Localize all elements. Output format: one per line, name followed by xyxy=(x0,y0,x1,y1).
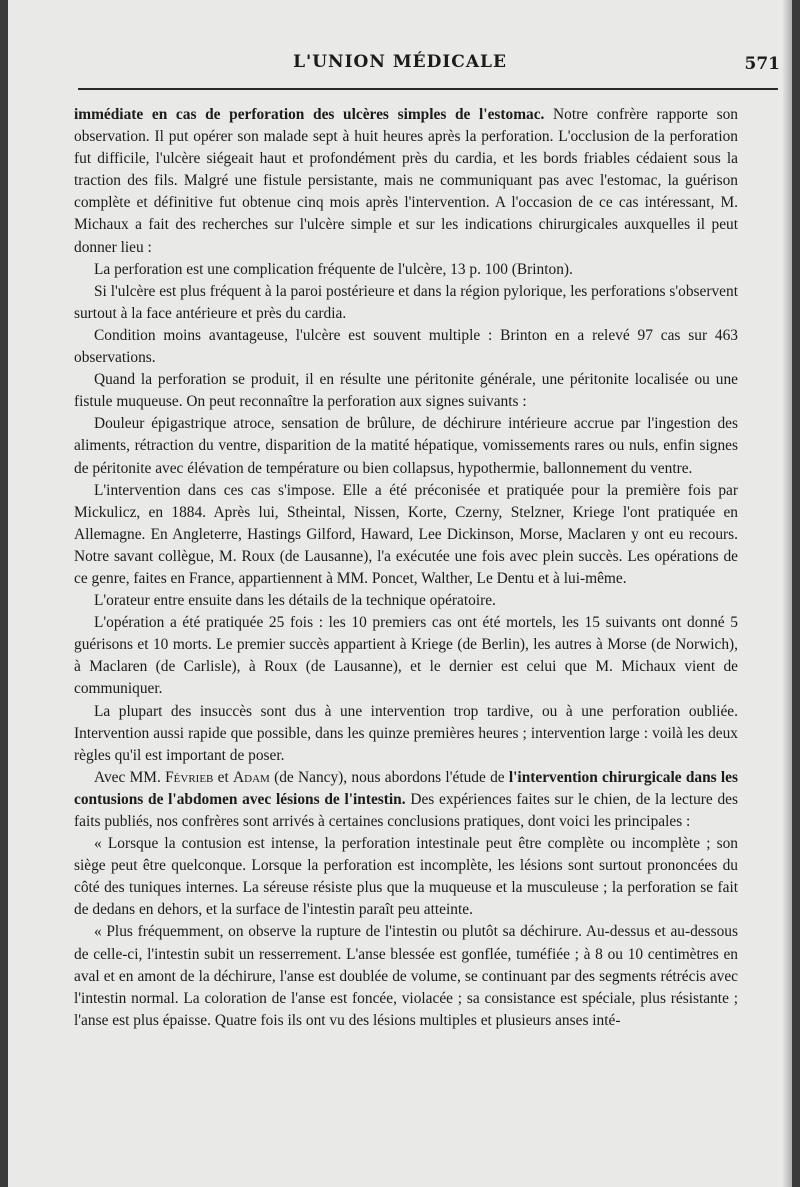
emphasis-text: immédiate en cas de perforation des ulcères simples de l'estomac. xyxy=(74,106,545,123)
paragraph-text: Quand la perforation se produit, il en résulte une péritonite générale, une péritonite localisée ou une fistule muqueuse. On peut reconnaître la perforation aux signes suivants : xyxy=(74,371,738,411)
article-body xyxy=(74,104,738,1032)
author-name: Févrieb xyxy=(165,768,214,786)
journal-title: L'UNION MÉDICALE xyxy=(293,52,507,72)
paragraph-text: La plupart des insuccès sont dus à une intervention trop tardive, ou à une perforation oubliée. Intervention aussi rapide que possible, dans les quinze premières heures ; intervention large : voilà les deux règles qu'il est important de poser. xyxy=(74,702,738,764)
paragraph xyxy=(74,104,738,259)
paragraph xyxy=(74,413,738,479)
paragraph xyxy=(74,369,738,413)
page-number: 571 xyxy=(744,54,780,74)
paragraph xyxy=(74,259,738,281)
running-header xyxy=(8,52,792,82)
paragraph-text: Avec MM. xyxy=(94,768,166,786)
paragraph xyxy=(74,325,738,369)
paragraph-text: « Lorsque la contusion est intense, la perforation intestinale peut être complète ou incomplète ; son siège peut être quelconque. Lorsque la perforation est incomplète, les lésions sont surtout prononcées du côté des tuniques internes. La séreuse résiste plus que la muqueuse et la musculeuse ; la perforation se fait de dedans en dehors, et la surface de l'intestin paraît peu atteinte. xyxy=(74,835,738,919)
document-page xyxy=(8,0,792,1187)
author-name: Adam xyxy=(233,768,270,786)
paragraph-text: L'intervention dans ces cas s'impose. Elle a été préconisée et pratiquée pour la première fois par Mickulicz, en 1884. Après lui, Stheintal, Nissen, Korte, Czerny, Stelzner, Kriege l'ont pratiquée en Allemagne. En Angleterre, Hastings Gilford, Haward, Lee Dickinson, Morse, Maclaren y ont eu recours. Notre savant collègue, M. Roux (de Lausanne), l'a exécutée une fois avec plein succès. Les opérations de ce genre, faites en France, appartiennent à MM. Poncet, Walther, Le Dentu et à lui-même. xyxy=(74,481,738,587)
paragraph-text: Condition moins avantageuse, l'ulcère est souvent multiple : Brinton en a relevé 97 cas sur 463 observations. xyxy=(74,326,738,367)
emphasis-text: l'intervention chirurgicale dans les contusions de l'abdomen avec lésions de l'intestin. xyxy=(74,768,738,808)
paragraph-text: Douleur épigastrique atroce, sensation de brûlure, de déchirure intérieure accrue par l'ingestion des aliments, rétraction du ventre, disparition de la matité hépatique, vomissements rares ou nuls, enfin signes de péritonite avec élévation de température ou bien collapsus, hypothermie, ballonnement du ventre. xyxy=(74,415,738,477)
paragraph-text: L'orateur entre ensuite dans les détails de la technique opératoire. xyxy=(94,592,496,610)
paragraph-text: et xyxy=(213,768,234,786)
paragraph-text: Si l'ulcère est plus fréquent à la paroi postérieure et dans la région pylorique, les perforations s'observent surtout à la face antérieure et près du cardia. xyxy=(74,282,738,322)
paragraph-text: (de Nancy), nous abordons l'étude de xyxy=(269,768,509,786)
paragraph xyxy=(74,767,738,833)
paragraph-text: L'opération a été pratiquée 25 fois : les 10 premiers cas ont été mortels, les 15 suivants ont donné 5 guérisons et 10 morts. Le premier succès appartient à Kriege (de Berlin), les autres à Morse (de Norwich), à Maclaren (de Carlisle), à Roux (de Lausanne), et le dernier est celui que M. Michaux vient de communiquer. xyxy=(74,614,738,698)
paragraph xyxy=(74,480,738,590)
paragraph xyxy=(74,921,738,1031)
paragraph xyxy=(74,590,738,612)
header-rule xyxy=(78,88,778,90)
paragraph-text: Des expériences faites sur le chien, de la lecture des faits publiés, nos confrères sont arrivés à certaines conclusions pratiques, dont voici les principales : xyxy=(74,790,739,830)
paragraph-text: « Plus fréquemment, on observe la rupture de l'intestin ou plutôt sa déchirure. Au-dessus et au-dessous de celle-ci, l'intestin subit un resserrement. L'anse blessée est gonflée, tuméfiée ; à 8 ou 10 centimètres en aval et en amont de la déchirure, l'anse est doublée de volume, se continuant par des segments rétrécis avec l'intestin normal. La coloration de l'anse est foncée, violacée ; sa consistance est spéciale, plus résistante ; l'anse est plus épaisse. Quatre fois ils ont vu des lésions multiples et plusieurs anses inté- xyxy=(74,923,738,1029)
paragraph xyxy=(74,281,738,325)
page-edge-shadow xyxy=(782,0,792,1187)
paragraph xyxy=(74,612,738,700)
paragraph xyxy=(74,701,738,767)
paragraph-text: La perforation est une complication fréquente de l'ulcère, 13 p. 100 (Brinton). xyxy=(94,260,573,278)
paragraph-text: Notre confrère rapporte son observation. Il put opérer son malade sept à huit heures après la perforation. L'occlusion de la perforation fut difficile, l'ulcère siégeait haut et profondément près du cardia, et les bords friables cédaient sous la traction des fils. Malgré une fistule persistante, mais ne communiquant pas avec l'estomac, la guérison complète et définitive fut obtenue cinq mois après l'intervention. A l'occasion de ce cas intéressant, M. Michaux a fait des recherches sur l'ulcère simple et sur les indications chirurgicales auxquelles il peut donner lieu : xyxy=(74,106,738,256)
paragraph xyxy=(74,833,738,921)
